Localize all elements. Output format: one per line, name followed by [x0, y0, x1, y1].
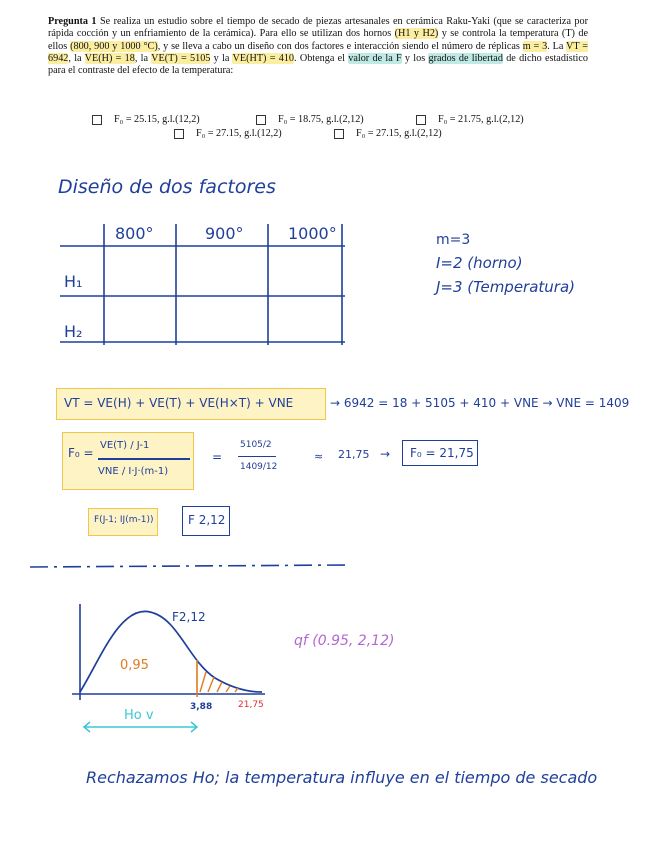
highlight-grados: grados de libertad — [428, 52, 503, 64]
table-row-h1: H₁ — [64, 272, 83, 291]
option-4[interactable]: F₀ = 27.15, g.l.(12,2) — [174, 128, 282, 139]
f-fraction-bar — [98, 458, 190, 460]
highlight-temperatures: (800, 900 y 1000 °C) — [70, 40, 158, 52]
result-arrow: → — [380, 447, 391, 461]
area-label: 0,95 — [120, 658, 149, 673]
fraction-numerator: 5105/2 — [240, 440, 272, 450]
f-distribution-curve — [80, 611, 262, 692]
option-1[interactable]: F₀ = 25.15, g.l.(12,2) — [92, 114, 200, 125]
option-5[interactable]: F₀ = 27.15, g.l.(2,12) — [334, 128, 442, 139]
highlight-hornos: (H1 y H2) — [394, 28, 439, 40]
table-row-h2: H₂ — [64, 322, 83, 341]
variance-result: → 6942 = 18 + 5105 + 410 + VNE → VNE = 1409 — [330, 396, 630, 410]
acceptance-label: Ho v — [124, 708, 154, 723]
f-distribution-axes — [72, 604, 265, 700]
option-2[interactable]: F₀ = 18.75, g.l.(2,12) — [256, 114, 364, 125]
f-value-label: 21,75 — [238, 700, 264, 710]
problem-statement: Pregunta 1 Se realiza un estudio sobre el tiempo de secado de piezas artesanales en cerámica Raku-Yaki (que se caracteriza por rápida cocción y un enfriamiento de la cerámica). Para ello se utilizan dos hornos (H1 y H2) y se controla la temperatura (T) de ellos (800, 900 y 1000 °C), y se lleva a cabo un diseño con dos factores e interacción siendo el número de réplicas m = 3. La VT = 6942, la VE(H) = 18, la VE(T) = 5105 y la VE(HT) = 410. Obtenga el valor de la F y los grados de libertad de dicho estadístico para el contraste del efecto de la temperatura: — [48, 16, 589, 77]
highlight-m: m = 3 — [522, 40, 548, 52]
table-col-800: 800° — [115, 224, 154, 243]
param-m: m=3 — [436, 232, 471, 248]
answer-value: F₀ = 21,75 — [410, 446, 474, 460]
highlight-valor-f: valor de la F — [348, 52, 402, 64]
table-col-1000: 1000° — [288, 224, 337, 243]
f-numerator: VE(T) / J-1 — [100, 440, 150, 451]
param-i: I=2 (horno) — [436, 254, 523, 272]
equals-sign: = — [212, 450, 223, 464]
param-j: J=3 (Temperatura) — [436, 278, 576, 296]
qf-note: qf (0.95, 2,12) — [294, 633, 395, 649]
table-col-900: 900° — [205, 224, 244, 243]
approx-sign: ≈ — [314, 450, 324, 463]
f-label: F₀ = — [68, 446, 94, 460]
problem-title: Pregunta 1 — [48, 16, 97, 27]
distribution-label: F(J-1; IJ(m-1)) — [94, 515, 154, 525]
fraction-denominator: 1409/12 — [240, 462, 278, 472]
highlight-veh: VE(H) = 18 — [84, 52, 135, 64]
option-3[interactable]: F₀ = 21.75, g.l.(2,12) — [416, 114, 524, 125]
f-denominator: VNE / I·J·(m-1) — [98, 466, 169, 477]
variance-equation: VT = VE(H) + VE(T) + VE(H×T) + VNE — [64, 396, 294, 410]
curve-label: F2,12 — [172, 610, 206, 624]
rejection-region-shading — [200, 672, 238, 692]
highlight-vt: VT = 6942 — [48, 40, 589, 64]
distribution-answer: F 2,12 — [188, 513, 226, 527]
highlight-veht: VE(HT) = 410 — [232, 52, 295, 64]
f-value-computed: 21,75 — [338, 448, 370, 461]
highlight-vet: VE(T) = 5105 — [151, 52, 211, 64]
conclusion: Rechazamos Ho; la temperatura influye en el tiempo de secado — [86, 768, 598, 787]
notes-heading: Diseño de dos factores — [58, 176, 276, 198]
acceptance-arrow — [84, 722, 197, 732]
separator-line — [30, 565, 348, 567]
fraction-bar — [238, 456, 276, 457]
critical-value-label: 3,88 — [190, 702, 213, 712]
